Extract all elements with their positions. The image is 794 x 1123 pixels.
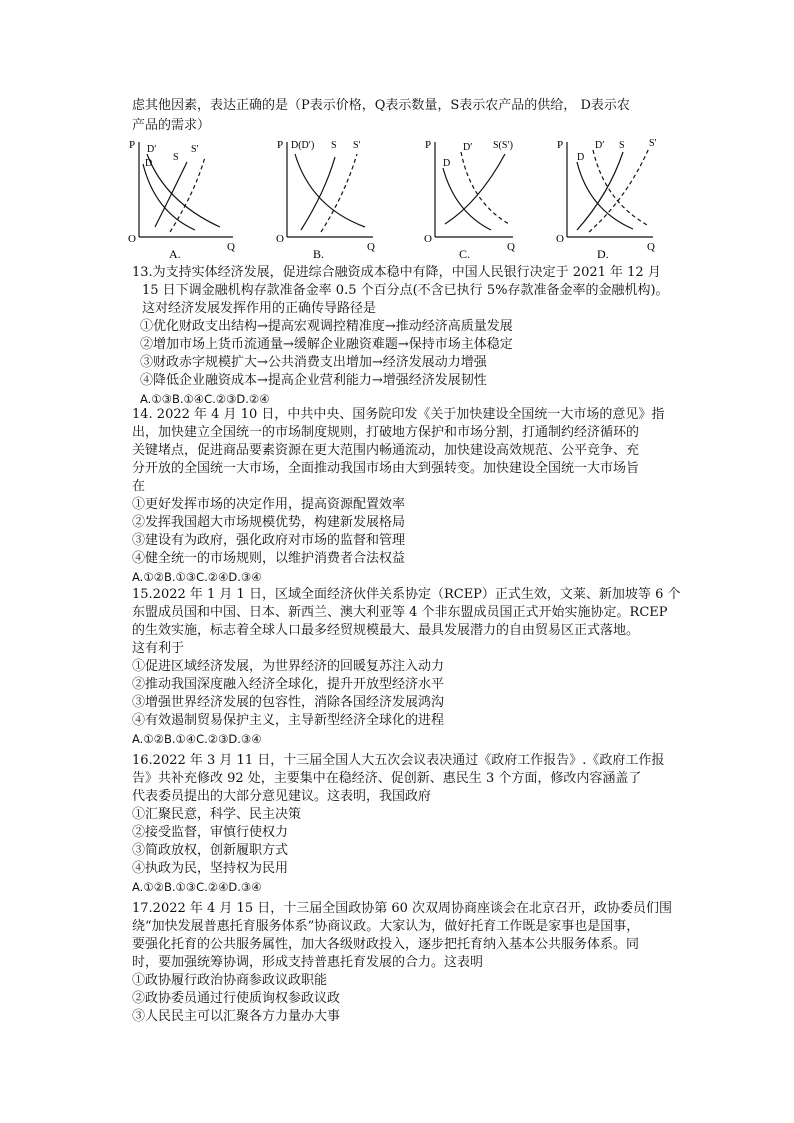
axis-label-o: O xyxy=(556,233,564,245)
axis-label-p: P xyxy=(277,139,284,151)
intro-line: 产品的需求） xyxy=(132,118,211,133)
answer-choices: A.①②B.①③C.②④D.③④ xyxy=(132,880,262,894)
curve-label: S xyxy=(331,140,337,151)
curve-label: S′ xyxy=(191,144,199,155)
question-15 xyxy=(132,586,697,748)
option-3: ③建设有为政府，强化政府对市场的监督和管理 xyxy=(132,533,406,548)
axis-label-p: P xyxy=(129,139,136,151)
axis-label-p: P xyxy=(557,139,564,151)
question-stem: 绕“加快发展普惠托育服务体系”协商议政。大家认为，做好托育工作既是家事也是国事， xyxy=(132,919,640,934)
option-1: ①促进区域经济发展，为世界经济的回暖复苏注入动力 xyxy=(132,659,445,674)
option-4: ④健全统一的市场规则，以维护消费者合法权益 xyxy=(132,551,406,566)
question-stem: 东盟成员国和中国、日本、新西兰、澳大利亚等 4 个非东盟成员国正式开始实施协定。RCEP xyxy=(132,605,668,620)
axis-label-o: O xyxy=(276,233,284,245)
option-1: ①优化财政支出结构→提高宏观调控精准度→推动经济高质量发展 xyxy=(140,319,513,334)
question-stem: 这有利于 xyxy=(132,641,185,656)
demand-curve-d xyxy=(143,164,195,230)
axis-label-o: O xyxy=(424,233,432,245)
curve-label: D xyxy=(145,158,153,169)
supply-curve-s xyxy=(155,162,187,227)
curve-label: D′ xyxy=(147,144,157,155)
axis-label-o: O xyxy=(128,233,136,245)
supply-curve-s-prime xyxy=(170,157,205,232)
question-stem: 告》共补充修改 92 处，主要集中在稳经济、促创新、惠民生 3 个方面，修改内容涵盖了 xyxy=(132,771,642,786)
graph-b xyxy=(273,132,408,262)
supply-curve-s xyxy=(301,157,335,230)
question-stem: 代表委员提出的大部分意见建议。这表明，我国政府 xyxy=(132,789,432,804)
question-stem: 16.2022 年 3 月 11 日，十三届全国人大五次会议表决通过《政府工作报告》.《政府工作报 xyxy=(132,753,665,768)
option-1: ①汇聚民意，科学、民主决策 xyxy=(132,807,302,822)
graph-a xyxy=(125,132,260,262)
question-14 xyxy=(132,406,697,586)
question-stem: 15 日下调金融机构存款准备金率 0.5 个百分点(不含已执行 5%存款准备金率的金融机构)。 xyxy=(142,283,669,298)
question-stem: 分开放的全国统一大市场，全面推动我国市场由大到强转变。加快建设全国统一大市场旨 xyxy=(132,461,640,476)
demand-curve-d xyxy=(577,162,633,229)
intro-line: 虑其他因素，表达正确的是（P表示价格，Q表示数量，S表示农产品的供给， D表示农 xyxy=(132,98,630,113)
graph-letter: C. xyxy=(459,247,471,261)
question-stem: 的生效实施，标志着全球人口最多经贸规模最大、最具发展潜力的自由贸易区正式落地。 xyxy=(132,623,640,638)
option-1: ①政协履行政治协商参政议政职能 xyxy=(132,973,328,988)
question-16 xyxy=(132,752,697,896)
curve-label: S(S′) xyxy=(493,140,513,151)
question-stem: 出，加快建立全国统一的市场制度规则，打破地方保护和市场分割，打通制约经济循环的 xyxy=(132,425,640,440)
demand-curve-d-prime xyxy=(147,154,220,227)
question-stem: 要强化托育的公共服务属性，加大各级财政投入，逐步把托育纳入基本公共服务体系。同 xyxy=(132,937,640,952)
curve-label: D xyxy=(577,152,585,163)
answer-choices: A.①②B.①③C.②④D.③④ xyxy=(132,570,262,584)
question-stem: 15.2022 年 1 月 1 日，区域全面经济伙伴关系协定（RCEP）正式生效，文莱、新加坡等 6 个 xyxy=(132,587,681,602)
question-intro xyxy=(132,96,692,136)
curve-label: S′ xyxy=(649,138,657,149)
question-stem: 13.为支持实体经济发展，促进综合融资成本稳中有降，中国人民银行决定于 2021 年 12 月 xyxy=(132,265,661,280)
option-4: ④有效遏制贸易保护主义，主导新型经济全球化的进程 xyxy=(132,713,445,728)
axes xyxy=(287,142,373,237)
option-3: ③简政放权，创新履职方式 xyxy=(132,843,289,858)
graph-d xyxy=(553,132,688,262)
question-17 xyxy=(132,900,697,1026)
graph-letter: D. xyxy=(597,247,609,261)
option-3: ③人民民主可以汇聚各方力量办大事 xyxy=(132,1009,341,1024)
curve-label: D′ xyxy=(595,140,605,151)
curve-label: D(D′) xyxy=(291,140,315,151)
curve-label: S′ xyxy=(353,140,361,151)
option-2: ②发挥我国超大市场规模优势，构建新发展格局 xyxy=(132,515,406,530)
option-2: ②政协委员通过行使质询权参政议政 xyxy=(132,991,341,1006)
answer-choices: A.①②B.①④C.②③D.③④ xyxy=(132,732,262,746)
curve-label: S xyxy=(619,140,625,151)
question-stem: 14. 2022 年 4 月 10 日，中共中央、国务院印发《关于加快建设全国统一大市场的意见》指 xyxy=(132,407,665,422)
question-stem: 这对经济发展发挥作用的正确传导路径是 xyxy=(142,301,377,316)
supply-curve-s xyxy=(577,152,623,230)
axis-label-q: Q xyxy=(507,241,515,253)
option-4: ④降低企业融资成本→提高企业营利能力→增强经济发展韧性 xyxy=(140,373,487,388)
question-13 xyxy=(132,264,697,408)
option-2: ②增加市场上货币流通量→缓解企业融资难题→保持市场主体稳定 xyxy=(140,337,513,352)
supply-curve-s-prime xyxy=(589,148,649,232)
option-4: ④执政为民，坚持权为民用 xyxy=(132,861,289,876)
supply-demand-graphs xyxy=(125,132,685,262)
axes xyxy=(139,142,233,237)
curve-label: D xyxy=(443,158,451,169)
option-3: ③增强世界经济发展的包容性，消除各国经济发展鸿沟 xyxy=(132,695,445,710)
option-2: ②接受监督，审慎行使权力 xyxy=(132,825,289,840)
axis-label-p: P xyxy=(425,139,432,151)
demand-curve-d xyxy=(295,154,365,227)
axis-label-q: Q xyxy=(647,241,655,253)
graph-letter: A. xyxy=(169,247,181,261)
supply-curve-s-prime xyxy=(321,154,357,232)
supply-curve-s xyxy=(445,154,505,224)
option-1: ①更好发挥市场的决定作用，提高资源配置效率 xyxy=(132,497,406,512)
option-2: ②推动我国深度融入经济全球化，提升开放型经济水平 xyxy=(132,677,445,692)
axis-label-q: Q xyxy=(367,241,375,253)
question-stem: 时，要加强统筹协调，形成支持普惠托育发展的合力。这表明 xyxy=(132,955,484,970)
question-stem: 17.2022 年 4 月 15 日，十三届全国政协第 60 次双周协商座谈会在北京召开，政协委员们围 xyxy=(132,901,673,916)
question-stem: 关键堵点，促进商品要素资源在更大范围内畅通流动，加快建设高效规范、公平竞争、充 xyxy=(132,443,640,458)
graph-letter: B. xyxy=(313,247,325,261)
curve-label: D′ xyxy=(463,142,473,153)
curve-label: S xyxy=(173,152,179,163)
demand-curve-d-prime xyxy=(593,150,649,226)
axis-label-q: Q xyxy=(227,241,235,253)
answer-choices: A.①③B.①④C.②③D.②④ xyxy=(140,392,270,406)
question-stem: 在 xyxy=(132,479,146,494)
option-3: ③财政赤字规模扩大→公共消费支出增加→经济发展动力增强 xyxy=(140,355,487,370)
graph-c xyxy=(421,132,556,262)
